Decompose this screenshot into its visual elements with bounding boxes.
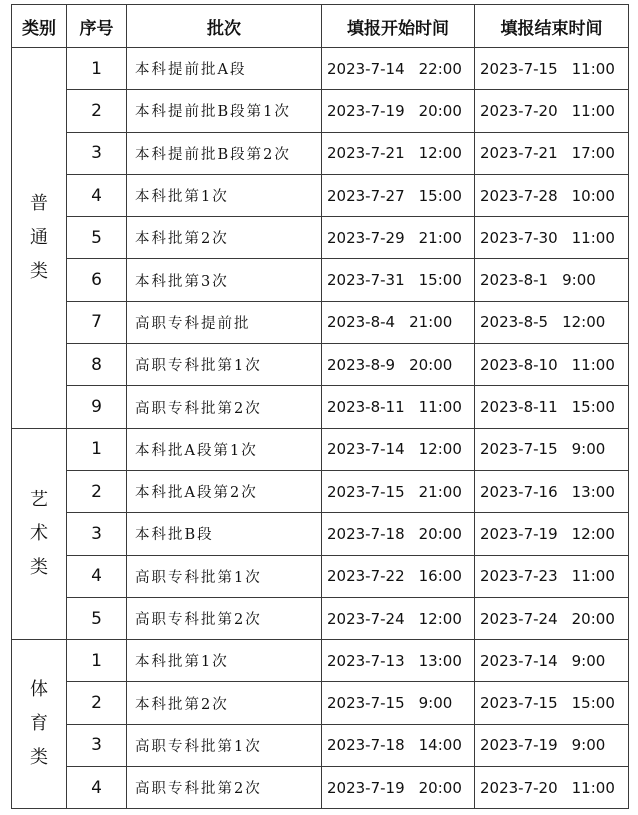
start-date: 2023-7-14	[327, 59, 405, 78]
start-clock-time: 21:00	[418, 228, 462, 247]
end-clock-time: 11:00	[571, 567, 615, 586]
seq-cell: 7	[67, 301, 127, 343]
end-date: 2023-7-20	[480, 778, 558, 797]
category-label: 普通类	[30, 192, 48, 282]
end-date: 2023-7-20	[480, 101, 558, 120]
table-row	[12, 90, 629, 132]
header-end-time: 填报结束时间	[475, 5, 629, 48]
end-date: 2023-7-15	[480, 59, 558, 78]
end-date: 2023-8-1	[480, 271, 549, 290]
table-row	[12, 597, 629, 639]
start-date: 2023-8-11	[327, 398, 405, 417]
start-date: 2023-7-18	[327, 736, 405, 755]
table-row	[12, 386, 629, 428]
start-time-cell	[322, 724, 475, 766]
end-date: 2023-7-30	[480, 228, 558, 247]
start-date: 2023-7-15	[327, 694, 405, 713]
batch-cell: 高职专科提前批	[127, 301, 322, 343]
end-clock-time: 9:00	[571, 736, 606, 755]
end-time-cell	[475, 513, 629, 555]
end-date: 2023-7-15	[480, 694, 558, 713]
seq-cell: 5	[67, 217, 127, 259]
batch-cell: 本科批A段第2次	[127, 470, 322, 512]
header-batch: 批次	[127, 5, 322, 48]
start-date: 2023-7-29	[327, 228, 405, 247]
table-row	[12, 428, 629, 470]
start-date: 2023-7-22	[327, 567, 405, 586]
schedule-table	[11, 4, 629, 809]
start-date: 2023-7-14	[327, 440, 405, 459]
table-row	[12, 682, 629, 724]
start-clock-time: 20:00	[418, 524, 462, 543]
batch-cell: 高职专科批第1次	[127, 724, 322, 766]
end-time-cell	[475, 174, 629, 216]
end-date: 2023-7-19	[480, 736, 558, 755]
start-date: 2023-7-13	[327, 651, 405, 670]
end-clock-time: 11:00	[571, 355, 615, 374]
header-seq: 序号	[67, 5, 127, 48]
table-body	[12, 48, 629, 809]
end-clock-time: 11:00	[571, 228, 615, 247]
end-time-cell	[475, 428, 629, 470]
batch-cell: 高职专科批第2次	[127, 767, 322, 809]
seq-cell: 2	[67, 470, 127, 512]
start-time-cell	[322, 640, 475, 682]
seq-cell: 1	[67, 640, 127, 682]
header-start-time: 填报开始时间	[322, 5, 475, 48]
start-date: 2023-7-18	[327, 524, 405, 543]
start-time-cell	[322, 217, 475, 259]
start-time-cell	[322, 174, 475, 216]
start-time-cell	[322, 682, 475, 724]
header-category: 类别	[12, 5, 67, 48]
end-time-cell	[475, 132, 629, 174]
start-date: 2023-7-24	[327, 609, 405, 628]
end-time-cell	[475, 597, 629, 639]
start-time-cell	[322, 132, 475, 174]
end-date: 2023-7-24	[480, 609, 558, 628]
end-clock-time: 9:00	[562, 271, 596, 290]
batch-cell: 本科批第3次	[127, 259, 322, 301]
start-clock-time: 13:00	[418, 651, 462, 670]
batch-cell: 高职专科批第1次	[127, 344, 322, 386]
category-cell	[12, 48, 67, 429]
end-clock-time: 12:00	[562, 313, 606, 332]
start-clock-time: 15:00	[418, 186, 462, 205]
end-clock-time: 17:00	[571, 144, 615, 163]
end-time-cell	[475, 259, 629, 301]
end-clock-time: 20:00	[571, 609, 615, 628]
table-row	[12, 513, 629, 555]
seq-cell: 1	[67, 428, 127, 470]
end-time-cell	[475, 640, 629, 682]
batch-cell: 本科提前批B段第2次	[127, 132, 322, 174]
end-clock-time: 13:00	[571, 482, 615, 501]
start-time-cell	[322, 597, 475, 639]
end-time-cell	[475, 217, 629, 259]
end-clock-time: 11:00	[571, 59, 615, 78]
start-time-cell	[322, 48, 475, 90]
seq-cell: 4	[67, 767, 127, 809]
end-date: 2023-7-21	[480, 144, 558, 163]
batch-cell: 高职专科批第2次	[127, 597, 322, 639]
end-date: 2023-8-11	[480, 398, 558, 417]
seq-cell: 4	[67, 174, 127, 216]
batch-cell: 本科批B段	[127, 513, 322, 555]
table-row	[12, 344, 629, 386]
end-time-cell	[475, 724, 629, 766]
start-time-cell	[322, 513, 475, 555]
start-clock-time: 20:00	[418, 778, 462, 797]
batch-cell: 高职专科批第2次	[127, 386, 322, 428]
batch-cell: 本科批第1次	[127, 174, 322, 216]
start-time-cell	[322, 428, 475, 470]
start-date: 2023-7-15	[327, 482, 405, 501]
end-date: 2023-7-28	[480, 186, 558, 205]
end-time-cell	[475, 767, 629, 809]
start-clock-time: 20:00	[418, 101, 462, 120]
table-row	[12, 259, 629, 301]
start-time-cell	[322, 555, 475, 597]
seq-cell: 6	[67, 259, 127, 301]
start-clock-time: 21:00	[409, 313, 453, 332]
start-clock-time: 12:00	[418, 609, 462, 628]
start-clock-time: 14:00	[418, 736, 462, 755]
table-row	[12, 132, 629, 174]
table-row	[12, 301, 629, 343]
end-date: 2023-7-14	[480, 651, 558, 670]
start-clock-time: 20:00	[409, 355, 453, 374]
header-row	[12, 5, 629, 48]
table-row	[12, 724, 629, 766]
end-date: 2023-7-23	[480, 567, 558, 586]
end-time-cell	[475, 682, 629, 724]
batch-cell: 本科批A段第1次	[127, 428, 322, 470]
seq-cell: 2	[67, 682, 127, 724]
category-label: 艺术类	[30, 488, 48, 578]
seq-cell: 8	[67, 344, 127, 386]
end-date: 2023-7-19	[480, 524, 558, 543]
seq-cell: 2	[67, 90, 127, 132]
start-clock-time: 12:00	[418, 440, 462, 459]
start-date: 2023-7-27	[327, 186, 405, 205]
category-cell	[12, 640, 67, 809]
start-date: 2023-7-31	[327, 271, 405, 290]
start-time-cell	[322, 344, 475, 386]
seq-cell: 3	[67, 132, 127, 174]
seq-cell: 5	[67, 597, 127, 639]
category-cell	[12, 428, 67, 639]
end-time-cell	[475, 90, 629, 132]
start-date: 2023-8-4	[327, 313, 396, 332]
seq-cell: 3	[67, 724, 127, 766]
start-clock-time: 21:00	[418, 482, 462, 501]
start-date: 2023-7-19	[327, 778, 405, 797]
table-row	[12, 555, 629, 597]
end-time-cell	[475, 555, 629, 597]
start-clock-time: 11:00	[418, 398, 462, 417]
table-row	[12, 470, 629, 512]
batch-cell: 本科批第1次	[127, 640, 322, 682]
start-time-cell	[322, 301, 475, 343]
end-time-cell	[475, 470, 629, 512]
end-clock-time: 11:00	[571, 778, 615, 797]
start-clock-time: 16:00	[418, 567, 462, 586]
seq-cell: 3	[67, 513, 127, 555]
start-clock-time: 12:00	[418, 144, 462, 163]
start-clock-time: 9:00	[418, 694, 453, 713]
table-row	[12, 640, 629, 682]
seq-cell: 4	[67, 555, 127, 597]
start-time-cell	[322, 767, 475, 809]
start-clock-time: 15:00	[418, 271, 462, 290]
start-date: 2023-7-21	[327, 144, 405, 163]
batch-cell: 本科批第2次	[127, 682, 322, 724]
start-date: 2023-7-19	[327, 101, 405, 120]
end-time-cell	[475, 344, 629, 386]
start-clock-time: 22:00	[418, 59, 462, 78]
batch-cell: 本科提前批A段	[127, 48, 322, 90]
start-time-cell	[322, 90, 475, 132]
table-row	[12, 217, 629, 259]
table-row	[12, 174, 629, 216]
end-time-cell	[475, 386, 629, 428]
end-time-cell	[475, 301, 629, 343]
end-clock-time: 15:00	[571, 398, 615, 417]
end-date: 2023-7-15	[480, 440, 558, 459]
end-clock-time: 11:00	[571, 101, 615, 120]
batch-cell: 高职专科批第1次	[127, 555, 322, 597]
end-clock-time: 12:00	[571, 524, 615, 543]
end-clock-time: 9:00	[571, 651, 606, 670]
end-date: 2023-8-10	[480, 355, 558, 374]
seq-cell: 1	[67, 48, 127, 90]
start-date: 2023-8-9	[327, 355, 396, 374]
end-date: 2023-7-16	[480, 482, 558, 501]
end-date: 2023-8-5	[480, 313, 549, 332]
end-clock-time: 10:00	[571, 186, 615, 205]
batch-cell: 本科提前批B段第1次	[127, 90, 322, 132]
end-clock-time: 15:00	[571, 694, 615, 713]
seq-cell: 9	[67, 386, 127, 428]
end-clock-time: 9:00	[571, 440, 606, 459]
category-label: 体育类	[30, 678, 48, 769]
batch-cell: 本科批第2次	[127, 217, 322, 259]
table-row	[12, 767, 629, 809]
start-time-cell	[322, 470, 475, 512]
table-row	[12, 48, 629, 90]
start-time-cell	[322, 259, 475, 301]
end-time-cell	[475, 48, 629, 90]
start-time-cell	[322, 386, 475, 428]
